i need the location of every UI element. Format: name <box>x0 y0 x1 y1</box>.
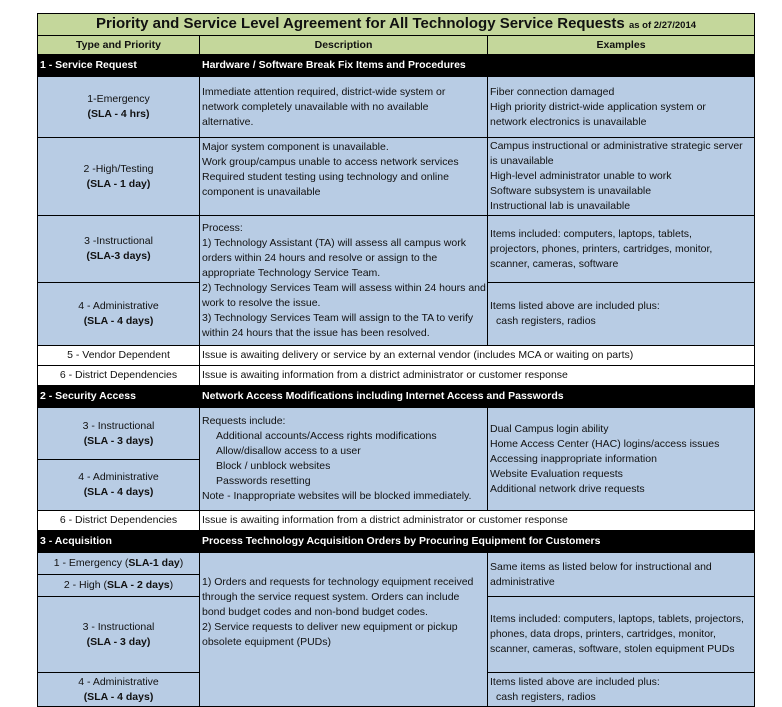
description-line: Immediate attention required, district-wide system or <box>202 85 446 98</box>
sla-label: (SLA - 4 days) <box>83 315 154 327</box>
priority-cell: 5 - Vendor Dependent <box>38 346 200 366</box>
table-row <box>38 216 755 283</box>
description-cell <box>200 77 488 138</box>
description-line: within 24 hours that the issue has been resolved. <box>202 326 430 339</box>
example-line: Dual Campus login ability <box>490 422 609 435</box>
process-description-cell <box>200 216 488 346</box>
description-line: Process: <box>202 221 243 234</box>
table-row <box>38 408 755 460</box>
header-type-priority: Type and Priority <box>38 36 200 55</box>
priority-cell: 6 - District Dependencies <box>38 366 200 386</box>
description-line: 3) Technology Services Team will assign to the TA to verify <box>202 311 474 324</box>
example-line: scanner, cameras, software, stolen equipment PUDs <box>490 643 735 655</box>
examples-cell <box>488 283 755 346</box>
table-title <box>38 14 755 36</box>
title-date: as of 2/27/2014 <box>628 20 697 31</box>
description-cell: Issue is awaiting information from a district administrator or customer response <box>200 366 755 386</box>
example-line: Software subsystem is unavailable <box>490 185 652 197</box>
priority-label: 3 - Instructional <box>82 419 155 432</box>
example-line: scanner, cameras, software <box>490 257 619 270</box>
sla-label: (SLA-3 days) <box>86 250 151 262</box>
priority-cell <box>38 138 200 216</box>
description-item: Block / unblock websites <box>216 460 331 472</box>
example-line: administrative <box>490 575 555 588</box>
sla-label: (SLA - 4 days) <box>83 691 154 703</box>
example-line: High-level administrator unable to work <box>490 170 672 182</box>
description-line: Work group/campus unable to access network services <box>202 156 459 168</box>
example-line: phones, data drops, printers, cartridges, monitor, <box>490 628 716 640</box>
priority-label: 1 - Emergency <box>53 557 122 569</box>
description-line: alternative. <box>202 115 254 128</box>
header-examples: Examples <box>488 36 755 55</box>
section-name: 1 - Service Request <box>38 55 200 77</box>
sla-table <box>37 13 755 707</box>
priority-label: 4 - Administrative <box>78 300 159 312</box>
examples-cell <box>488 673 755 707</box>
example-line: High priority district-wide application system or <box>490 100 706 113</box>
title-text: Priority and Service Level Agreement for All Technology Service Requests <box>95 15 625 32</box>
description-line: 1) Technology Assistant (TA) will assess all campus work <box>202 236 466 249</box>
section-summary: Hardware / Software Break Fix Items and Procedures <box>200 55 755 77</box>
description-line: through the service request system. Orders can include <box>202 591 460 603</box>
description-cell <box>200 138 488 216</box>
description-line: work to resolve the issue. <box>202 296 321 309</box>
example-line: Instructional lab is unavailable <box>490 200 631 212</box>
sla-label: (SLA - 4 hrs) <box>87 108 150 120</box>
description-line: obsolete equipment (PUDs) <box>202 636 331 648</box>
sla-label: (SLA - 3 days) <box>83 434 154 447</box>
priority-cell: 1 - Emergency (SLA-1 day) <box>38 553 200 575</box>
priority-cell: 6 - District Dependencies <box>38 511 200 531</box>
example-line: Home Access Center (HAC) logins/access issues <box>490 437 720 450</box>
priority-cell <box>38 408 200 460</box>
priority-label: 3 -Instructional <box>84 235 153 247</box>
description-cell <box>200 553 488 707</box>
table-row <box>38 366 755 386</box>
example-line: cash registers, radios <box>496 691 596 703</box>
description-line: Requests include: <box>202 415 286 427</box>
description-line: Major system component is unavailable. <box>202 141 389 153</box>
description-cell: Issue is awaiting information from a district administrator or customer response <box>200 511 755 531</box>
priority-label: 1-Emergency <box>87 93 150 105</box>
example-line: Items listed above are included plus: <box>490 676 660 688</box>
example-line: cash registers, radios <box>496 315 596 327</box>
description-line: 2) Technology Services Team will assess within 24 hours and <box>202 281 486 294</box>
table-row <box>38 553 755 575</box>
table-row <box>38 77 755 138</box>
header-description: Description <box>200 36 488 55</box>
section-name: 2 - Security Access <box>38 386 200 408</box>
description-line: orders within 24 hours and resolve or assign to the <box>202 251 438 264</box>
example-line: Fiber connection damaged <box>490 85 615 98</box>
example-line: Campus instructional or administrative strategic server <box>490 140 743 152</box>
example-line: Same items as listed below for instructional and <box>490 560 712 573</box>
examples-cell <box>488 216 755 283</box>
priority-cell <box>38 216 200 283</box>
example-line: Additional network drive requests <box>490 482 645 495</box>
priority-label: 2 -High/Testing <box>83 162 154 175</box>
examples-cell <box>488 597 755 673</box>
example-line: projectors, phones, printers, cartridges, monitor, <box>490 242 713 255</box>
table-row <box>38 138 755 216</box>
sla-label: SLA - 2 days <box>107 579 170 591</box>
sla-label: SLA-1 day <box>128 557 180 569</box>
priority-cell <box>38 597 200 673</box>
description-line: component is unavailable <box>202 186 321 198</box>
sla-label: (SLA - 3 day) <box>86 635 151 648</box>
example-line: is unavailable <box>490 155 554 167</box>
description-line: bond budget codes and non-bond budget codes. <box>202 606 428 618</box>
examples-cell <box>488 408 755 511</box>
description-line: 2) Service requests to deliver new equipment or pickup <box>202 621 458 633</box>
description-line: appropriate Technology Service Team. <box>202 266 381 279</box>
priority-label: 4 - Administrative <box>78 676 159 688</box>
table-row <box>38 346 755 366</box>
description-item: Allow/disallow access to a user <box>216 445 361 457</box>
section-name: 3 - Acquisition <box>38 531 200 553</box>
section-summary: Process Technology Acquisition Orders by Procuring Equipment for Customers <box>200 531 755 553</box>
priority-cell <box>38 673 200 707</box>
description-note: Note - Inappropriate websites will be blocked immediately. <box>202 490 472 502</box>
description-line: Required student testing using technology and online <box>202 171 449 183</box>
sla-label: (SLA - 1 day) <box>86 177 151 190</box>
section-summary: Network Access Modifications including Internet Access and Passwords <box>200 386 755 408</box>
priority-label: 4 - Administrative <box>78 471 159 483</box>
priority-cell: 2 - High (SLA - 2 days) <box>38 575 200 597</box>
example-line: Items included: computers, laptops, tablets, projectors, <box>490 613 744 625</box>
table-row <box>38 511 755 531</box>
description-line: network completely unavailable with no available <box>202 100 429 113</box>
example-line: Website Evaluation requests <box>490 467 623 480</box>
examples-cell <box>488 138 755 216</box>
priority-cell <box>38 283 200 346</box>
priority-label: 3 - Instructional <box>82 620 155 633</box>
description-cell: Issue is awaiting delivery or service by an external vendor (includes MCA or waiting on parts) <box>200 346 755 366</box>
description-line: 1) Orders and requests for technology equipment received <box>202 576 474 588</box>
priority-cell <box>38 77 200 138</box>
example-line: network electronics is unavailable <box>490 115 647 128</box>
example-line: Items listed above are included plus: <box>490 300 660 312</box>
examples-cell <box>488 77 755 138</box>
sla-label: (SLA - 4 days) <box>83 486 154 498</box>
examples-cell <box>488 553 755 597</box>
priority-label: 2 - High <box>63 579 101 591</box>
description-cell <box>200 408 488 511</box>
description-item: Additional accounts/Access rights modifications <box>216 430 437 442</box>
example-line: Items included: computers, laptops, tablets, <box>490 227 692 240</box>
example-line: Accessing inappropriate information <box>490 452 657 465</box>
description-item: Passwords resetting <box>216 475 311 487</box>
priority-cell <box>38 460 200 511</box>
